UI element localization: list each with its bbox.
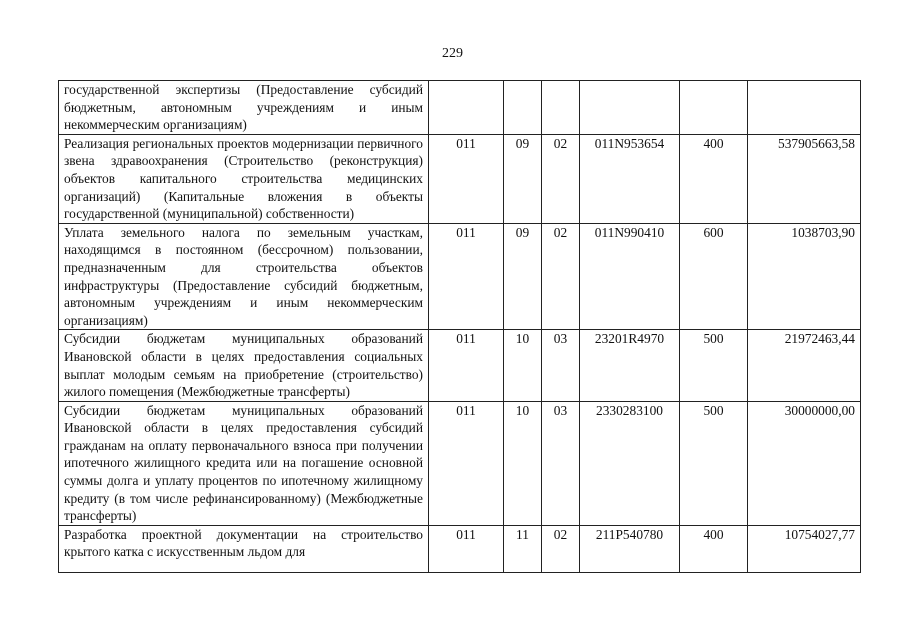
expense-type-code: 500 bbox=[680, 401, 748, 525]
admin-code: 011 bbox=[429, 223, 504, 330]
section-code: 11 bbox=[504, 525, 542, 572]
expense-description: Субсидии бюджетам муниципальных образований Ивановской области в целях предоставления субсидий гражданам на оплату первоначального взноса при получении ипотечного жилищного кредита или на погашение основной суммы долга и уплату процентов по ипотечному жилищному кредиту (в том числе рефинансированному) (Межбюджетные трансферты) bbox=[59, 401, 429, 525]
section-code bbox=[504, 81, 542, 135]
section-code: 09 bbox=[504, 223, 542, 330]
expense-description: Уплата земельного налога по земельным участкам, находящимся в постоянном (бессрочном) пользовании, предназначенным для строительства объектов инфраструктуры (Предоставление субсидий бюджетным, автономным учреждениям и иным некоммерческим организациям) bbox=[59, 223, 429, 330]
table-row bbox=[59, 330, 861, 401]
budget-table bbox=[58, 80, 861, 573]
target-article-code: 23201R4970 bbox=[580, 330, 680, 401]
expense-description: государственной экспертизы (Предоставление субсидий бюджетным, автономным учреждениям и иным некоммерческим организациям) bbox=[59, 81, 429, 135]
expense-type-code: 400 bbox=[680, 525, 748, 572]
subsection-code: 03 bbox=[542, 330, 580, 401]
target-article-code bbox=[580, 81, 680, 135]
table-row bbox=[59, 81, 861, 135]
admin-code: 011 bbox=[429, 134, 504, 223]
subsection-code: 02 bbox=[542, 525, 580, 572]
subsection-code: 02 bbox=[542, 223, 580, 330]
section-code: 09 bbox=[504, 134, 542, 223]
table-row bbox=[59, 525, 861, 572]
expense-type-code bbox=[680, 81, 748, 135]
subsection-code bbox=[542, 81, 580, 135]
admin-code bbox=[429, 81, 504, 135]
target-article-code: 011N953654 bbox=[580, 134, 680, 223]
target-article-code: 2330283100 bbox=[580, 401, 680, 525]
table-row bbox=[59, 223, 861, 330]
amount: 537905663,58 bbox=[748, 134, 861, 223]
subsection-code: 02 bbox=[542, 134, 580, 223]
page-number: 229 bbox=[442, 46, 463, 61]
section-code: 10 bbox=[504, 330, 542, 401]
target-article-code: 011N990410 bbox=[580, 223, 680, 330]
section-code: 10 bbox=[504, 401, 542, 525]
amount: 30000000,00 bbox=[748, 401, 861, 525]
amount: 10754027,77 bbox=[748, 525, 861, 572]
admin-code: 011 bbox=[429, 525, 504, 572]
amount: 1038703,90 bbox=[748, 223, 861, 330]
expense-type-code: 600 bbox=[680, 223, 748, 330]
expense-description-cell bbox=[59, 525, 429, 572]
amount bbox=[748, 81, 861, 135]
admin-code: 011 bbox=[429, 401, 504, 525]
target-article-code: 211P540780 bbox=[580, 525, 680, 572]
admin-code: 011 bbox=[429, 330, 504, 401]
expense-type-code: 500 bbox=[680, 330, 748, 401]
table-row bbox=[59, 401, 861, 525]
expense-description: Разработка проектной документации на строительство крытого катка с искусственным льдом для bbox=[64, 526, 423, 560]
subsection-code: 03 bbox=[542, 401, 580, 525]
table-row bbox=[59, 134, 861, 223]
expense-description: Реализация региональных проектов модернизации первичного звена здравоохранения (Строительство (реконструкция) объектов капитального строительства медицинских организаций) (Капитальные вложения в объекты государственной (муниципальной) собственности) bbox=[59, 134, 429, 223]
expense-description: Субсидии бюджетам муниципальных образований Ивановской области в целях предоставления социальных выплат молодым семьям на приобретение (строительство) жилого помещения (Межбюджетные трансферты) bbox=[59, 330, 429, 401]
amount: 21972463,44 bbox=[748, 330, 861, 401]
expense-type-code: 400 bbox=[680, 134, 748, 223]
